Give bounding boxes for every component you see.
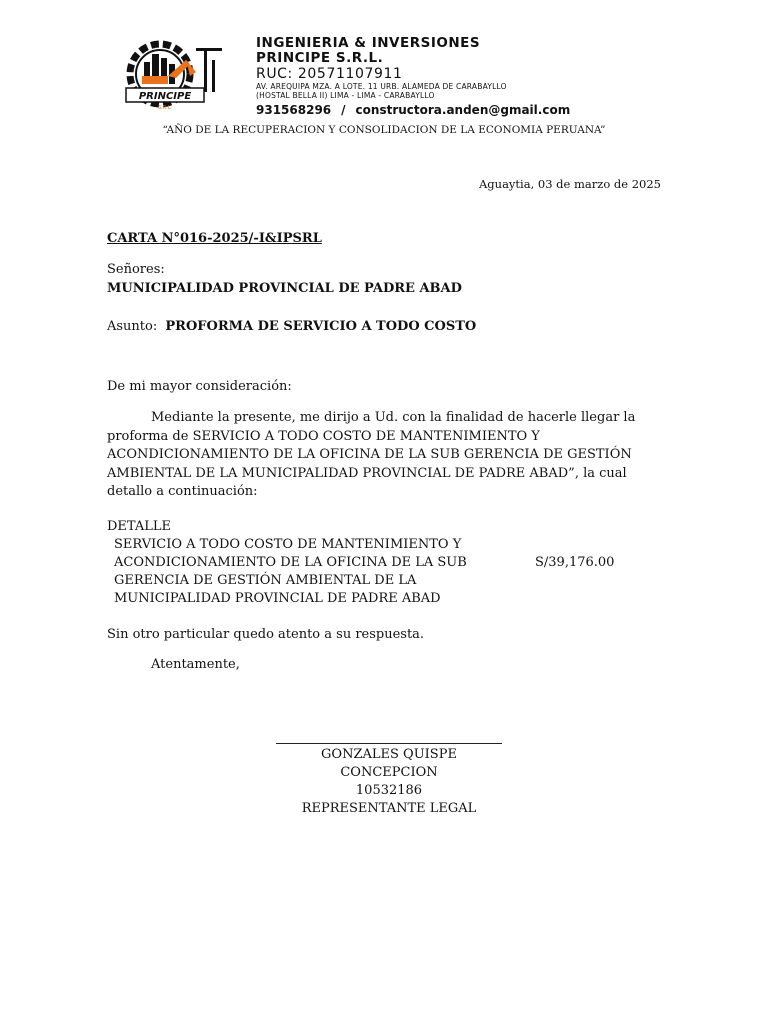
- contact-separator: /: [341, 103, 346, 117]
- year-motto: “AÑO DE LA RECUPERACION Y CONSOLIDACION DE LA ECONOMIA PERUANA”: [162, 124, 606, 136]
- company-phone: 931568296: [256, 103, 332, 117]
- company-email: constructora.anden@gmail.com: [355, 103, 571, 117]
- body-paragraph: Mediante la presente, me dirijo a Ud. con la finalidad de hacerle llegar la proforma de SERVICIO A TODO COSTO DE MANTENIMIENTO Y ACONDICIONAMIENTO DE LA OFICINA DE LA SUB GERENCIA DE GESTIÓN AMBIENTAL DE LA MUNICIPALIDAD PROVINCIAL DE PADRE ABAD”, la cual detallo a continuación:: [107, 410, 636, 499]
- signer-name: GONZALES QUISPE CONCEPCION: [321, 747, 457, 780]
- signature-line: [276, 743, 502, 744]
- detail-item-amount: S/39,176.00: [535, 555, 615, 570]
- letter-reference: CARTA N°016-2025/-I&IPSRL: [107, 231, 322, 246]
- closing-line: Sin otro particular quedo atento a su respuesta.: [107, 627, 425, 642]
- signature-block: [276, 746, 502, 818]
- detail-item-description: SERVICIO A TODO COSTO DE MANTENIMIENTO Y ACONDICIONAMIENTO DE LA OFICINA DE LA SUB GERENCIA DE GESTIÓN AMBIENTAL DE LA MUNICIPALIDAD PROVINCIAL DE PADRE ABAD: [114, 537, 467, 606]
- letterhead-text: [256, 36, 570, 118]
- logo-name-text: PRINCIPE: [138, 91, 192, 102]
- company-ruc: RUC: 20571107911: [256, 66, 403, 82]
- logo-sub-text: S.R.L.: [157, 105, 173, 111]
- salutation: Señores:: [107, 262, 165, 277]
- company-name-line1: INGENIERIA & INVERSIONES: [256, 35, 481, 51]
- sign-off: Atentamente,: [151, 657, 240, 672]
- greeting: De mi mayor consideración:: [107, 379, 292, 394]
- company-address-line2: (HOSTAL BELLA II) LIMA - LIMA - CARABAYLLO: [256, 91, 435, 100]
- recipient: MUNICIPALIDAD PROVINCIAL DE PADRE ABAD: [107, 281, 462, 296]
- company-logo: [116, 38, 226, 112]
- company-contact: [256, 102, 570, 118]
- subject-line: [107, 319, 476, 334]
- detail-heading: DETALLE: [107, 519, 172, 534]
- signer-id: 10532186: [355, 783, 423, 798]
- letterhead: [112, 30, 652, 116]
- company-address-line1: AV. AREQUIPA MZA. A LOTE. 11 URB. ALAMEDA DE CARABAYLLO: [256, 82, 507, 91]
- company-name-line2: PRINCIPE S.R.L.: [256, 50, 384, 66]
- signer-role: REPRESENTANTE LEGAL: [301, 801, 477, 816]
- subject-value: PROFORMA DE SERVICIO A TODO COSTO: [165, 319, 477, 334]
- subject-label: Asunto:: [107, 319, 158, 334]
- date-line: Aguaytia, 03 de marzo de 2025: [479, 177, 661, 191]
